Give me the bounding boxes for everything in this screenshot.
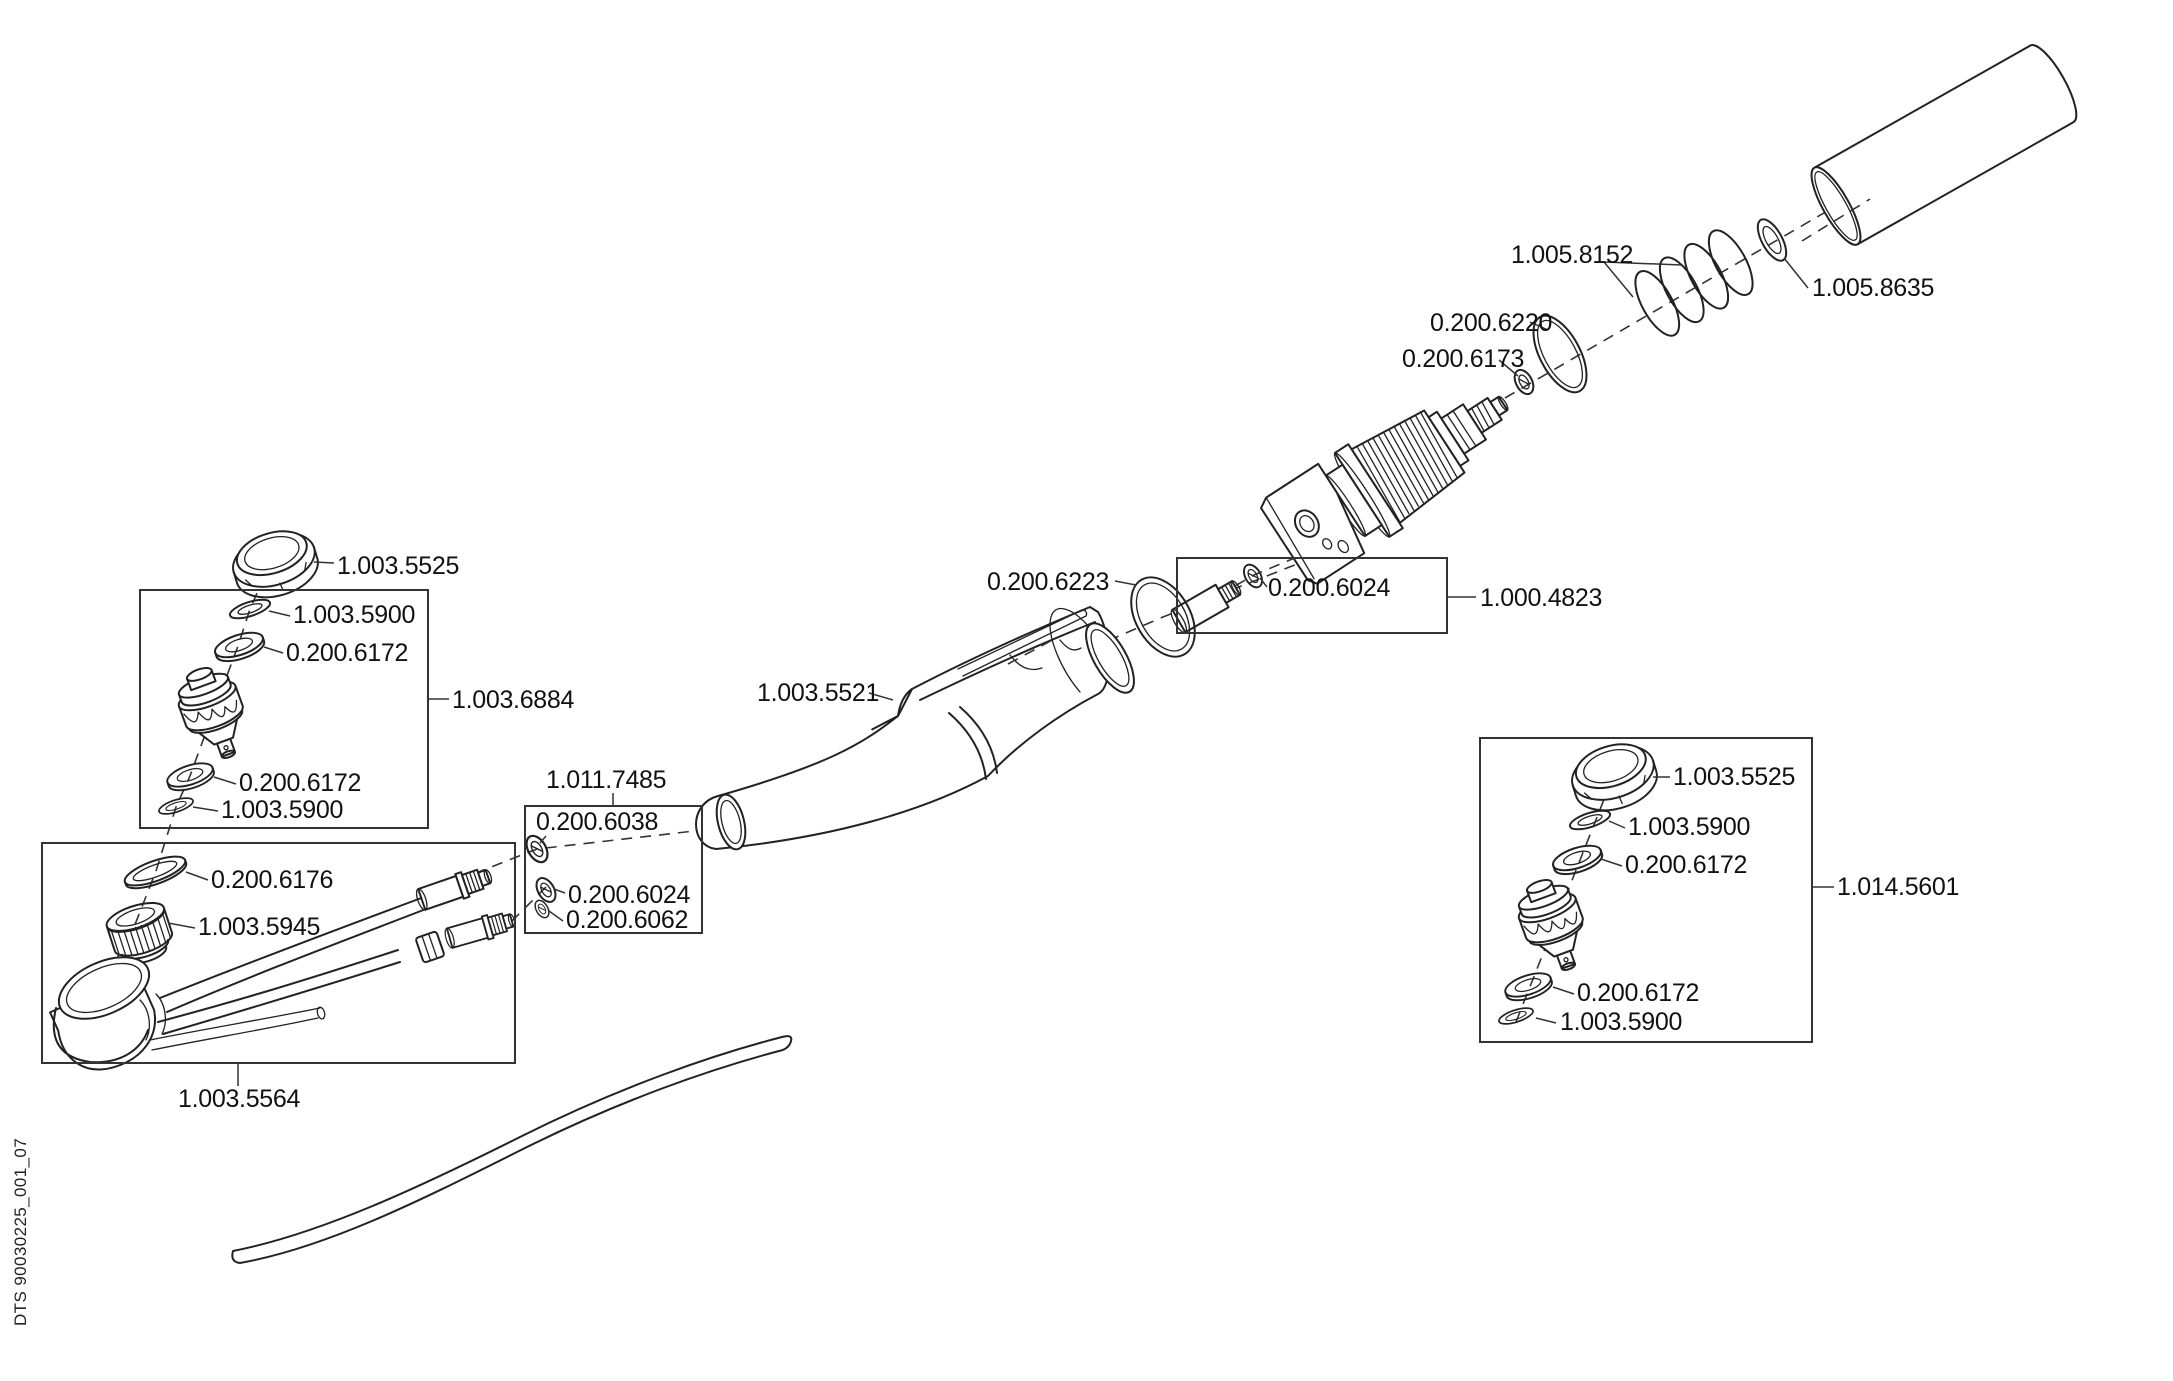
part-label-valve-group: 1.000.4823 [1480,584,1603,612]
cap-right-drawing [1565,735,1664,820]
part-label-shim-left-bottom: 1.003.5900 [221,796,344,824]
part-label-turbine-group-left: 1.003.6884 [452,686,575,714]
hose-assembly-drawing [37,863,517,1083]
part-label-ring-right-bottom: 0.200.6172 [1577,979,1700,1007]
ring-left-bottom-drawing [164,759,216,795]
ring-left-top-drawing [212,628,267,666]
part-label-shim-right-bottom: 1.003.5900 [1560,1008,1683,1036]
part-label-oring-6062: 0.200.6062 [566,906,689,934]
oring-6038-drawing [522,832,552,866]
oring-6176-drawing [122,851,190,895]
part-label-ring-left-bottom: 0.200.6172 [239,769,362,797]
shim-right-bottom-drawing [1497,1005,1535,1027]
grip-sleeve-drawing [696,607,1143,852]
part-label-shim-right-top: 1.003.5900 [1628,813,1751,841]
part-label-midbox-group: 1.011.7485 [546,766,667,794]
spring-pack-drawing [1627,224,1762,342]
part-label-oring-6024-valve: 0.200.6024 [1268,574,1391,602]
part-label-oring-6038: 0.200.6038 [536,808,659,836]
cap-left-drawing [226,522,325,607]
shim-left-bottom-drawing [157,795,195,817]
part-label-cap-right: 1.003.5525 [1673,763,1796,791]
ring-right-top-drawing [1550,841,1605,879]
part-label-oring-6223: 0.200.6223 [987,568,1110,596]
turbine-right-drawing [1509,871,1597,979]
part-label-spring-pack: 1.005.8152 [1511,241,1634,269]
shim-left-top-drawing [228,596,272,622]
part-label-hose-group: 1.003.5564 [178,1085,301,1113]
shim-right-top-drawing [1568,807,1612,833]
turbine-left-drawing [169,659,257,767]
part-label-back-washer: 1.005.8635 [1812,274,1935,302]
part-label-oring-6024-mid: 0.200.6024 [568,881,691,909]
part-label-cap-left: 1.003.5525 [337,552,460,580]
spray-tube-drawing [232,1036,791,1263]
part-label-oring-6173: 0.200.6173 [1402,345,1525,373]
oring-6024-valve-drawing [1240,562,1266,591]
spindle-drawing [1168,575,1245,634]
sleeve-cylinder-drawing [1803,39,2085,251]
part-label-oring-6220: 0.200.6220 [1430,309,1553,337]
back-washer-drawing [1752,215,1792,265]
document-number: DTS 90030225_001_07 [11,1137,30,1326]
part-label-ring-left-top: 0.200.6172 [286,639,409,667]
part-label-ring-right-top: 0.200.6172 [1625,851,1748,879]
part-label-shim-left-top: 1.003.5900 [293,601,416,629]
part-label-turbine-group-right: 1.014.5601 [1837,873,1960,901]
part-label-grip-sleeve: 1.003.5521 [757,679,880,707]
part-label-clamp-nut: 1.003.5945 [198,913,321,941]
ring-right-bottom-drawing [1502,969,1554,1005]
part-label-oring-6176: 0.200.6176 [211,866,334,894]
valve-cartridge-drawing [1258,360,1533,587]
